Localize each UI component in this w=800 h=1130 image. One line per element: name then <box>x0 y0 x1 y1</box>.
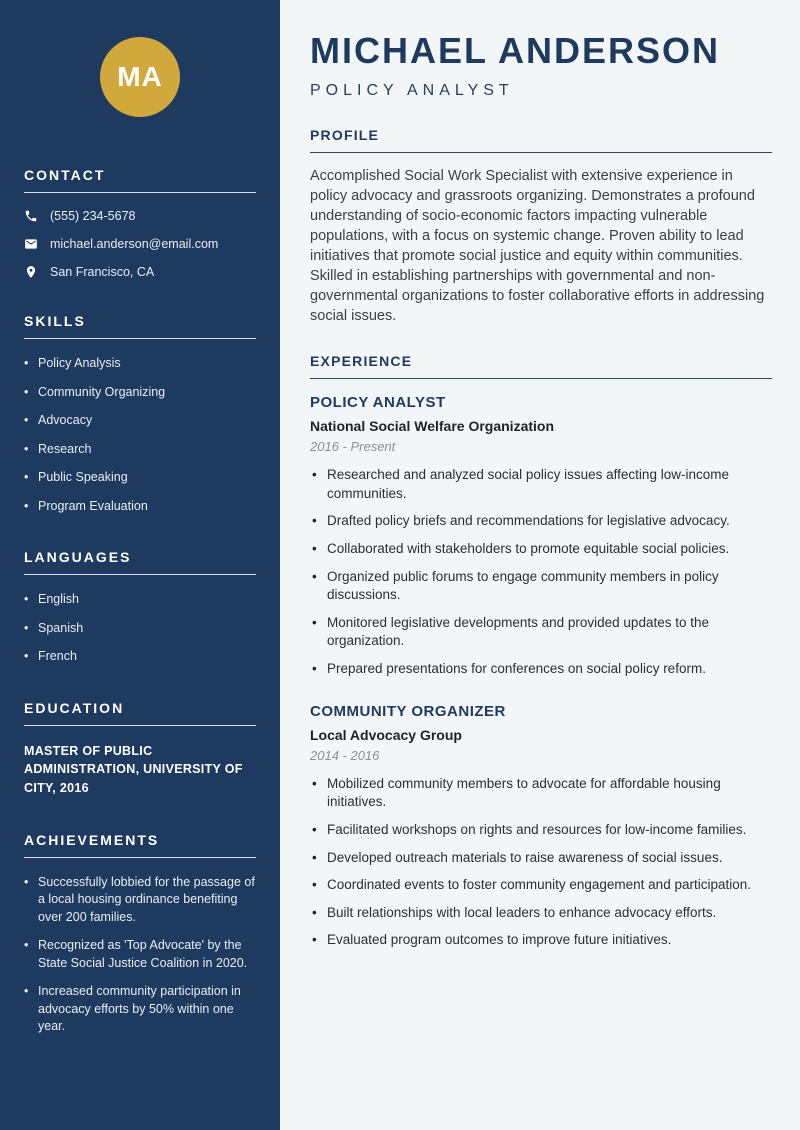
profile-divider <box>310 152 772 153</box>
contact-heading: CONTACT <box>24 167 106 183</box>
achievements-section <box>24 832 256 1036</box>
contact-divider <box>24 192 256 193</box>
languages-list <box>24 591 256 666</box>
languages-divider <box>24 574 256 575</box>
skill-item: • Community Organizing <box>24 384 256 402</box>
job-bullet-item: • Drafted policy briefs and recommendations for legislative advocacy. <box>310 512 772 531</box>
education-divider <box>24 725 256 726</box>
location-icon <box>24 265 38 279</box>
job-bullet-item: • Collaborated with stakeholders to promote equitable social policies. <box>310 540 772 559</box>
job-bullets <box>310 466 772 679</box>
skills-divider <box>24 338 256 339</box>
experience-section <box>310 353 772 950</box>
skill-item: • Research <box>24 441 256 459</box>
job-bullet-item: • Built relationships with local leaders to enhance advocacy efforts. <box>310 904 772 923</box>
achievements-heading: ACHIEVEMENTS <box>24 831 160 848</box>
job-block-community-organizer <box>310 703 772 950</box>
job-bullet-item: • Mobilized community members to advocate for affordable housing initiatives. <box>310 775 772 812</box>
experience-divider <box>310 378 772 379</box>
skill-item: • Program Evaluation <box>24 498 256 516</box>
job-bullet-item: • Developed outreach materials to raise awareness of social issues. <box>310 849 772 868</box>
skill-item: • Policy Analysis <box>24 355 256 373</box>
avatar: MA <box>100 37 180 117</box>
job-bullet-item: • Evaluated program outcomes to improve future initiatives. <box>310 931 772 950</box>
contact-phone-text: (555) 234-5678 <box>50 209 136 223</box>
achievement-item: • Successfully lobbied for the passage of a local housing ordinance benefiting over 200 families. <box>24 874 256 927</box>
skill-item: • Advocacy <box>24 412 256 430</box>
education-section <box>24 700 256 798</box>
achievement-item: • Recognized as 'Top Advocate' by the State Social Justice Coalition in 2020. <box>24 937 256 972</box>
person-title: POLICY ANALYST <box>310 82 514 99</box>
language-item: • Spanish <box>24 620 256 638</box>
job-company: National Social Welfare Organization <box>310 418 555 434</box>
job-dates: 2014 - 2016 <box>310 747 380 763</box>
job-block-policy-analyst <box>310 394 772 679</box>
email-icon <box>24 237 38 251</box>
language-item: • French <box>24 648 256 666</box>
contact-section <box>24 167 256 279</box>
person-name: MICHAEL ANDERSON <box>310 30 721 71</box>
job-title: COMMUNITY ORGANIZER <box>310 702 506 720</box>
education-heading: EDUCATION <box>24 699 125 716</box>
profile-section <box>310 127 772 326</box>
sidebar <box>0 0 280 1130</box>
achievements-list <box>24 874 256 1036</box>
contact-row-location <box>24 265 256 279</box>
contact-row-email <box>24 237 256 251</box>
contact-row-phone <box>24 209 256 223</box>
languages-section <box>24 549 256 666</box>
contact-email-text: michael.anderson@email.com <box>50 237 219 251</box>
languages-heading: LANGUAGES <box>24 549 132 565</box>
phone-icon <box>24 209 38 223</box>
job-bullet-item: • Prepared presentations for conferences on social policy reform. <box>310 660 772 679</box>
avatar-wrap <box>24 37 256 117</box>
achievement-item: • Increased community participation in advocacy efforts by 50% within one year. <box>24 983 256 1036</box>
contact-location-text: San Francisco, CA <box>50 265 155 279</box>
job-bullet-item: • Coordinated events to foster community engagement and participation. <box>310 876 772 895</box>
skills-heading: SKILLS <box>24 313 86 329</box>
job-bullet-item: • Facilitated workshops on rights and resources for low-income families. <box>310 821 772 840</box>
job-bullet-item: • Researched and analyzed social policy issues affecting low-income communities. <box>310 466 772 503</box>
job-company: Local Advocacy Group <box>310 726 462 743</box>
profile-heading: PROFILE <box>310 127 380 143</box>
job-title: POLICY ANALYST <box>310 394 446 411</box>
job-bullet-item: • Organized public forums to engage community members in policy discussions. <box>310 568 772 605</box>
education-text: MASTER OF PUBLIC ADMINISTRATION, UNIVERSITY OF CITY, 2016 <box>24 743 243 795</box>
job-bullets <box>310 775 772 950</box>
skills-list <box>24 355 256 515</box>
skill-item: • Public Speaking <box>24 469 256 487</box>
profile-text: Accomplished Social Work Specialist with extensive experience in policy advocacy and grassroots organizing. Demonstrates a profound understanding of socio-economic factors impacting vulnerable populations, with a focus on systemic change. Proven ability to lead initiatives that promote social justice and equity within communities. Skilled in establishing partnerships with governmental and non-governmental organizations to foster collaborative efforts in addressing social issues. <box>310 168 765 324</box>
experience-heading: EXPERIENCE <box>310 353 413 369</box>
job-bullet-item: • Monitored legislative developments and provided updates to the organization. <box>310 614 772 651</box>
language-item: • English <box>24 591 256 609</box>
skills-section <box>24 313 256 515</box>
achievements-divider <box>24 857 256 858</box>
main-column <box>280 0 800 1130</box>
job-dates: 2016 - Present <box>310 439 396 454</box>
